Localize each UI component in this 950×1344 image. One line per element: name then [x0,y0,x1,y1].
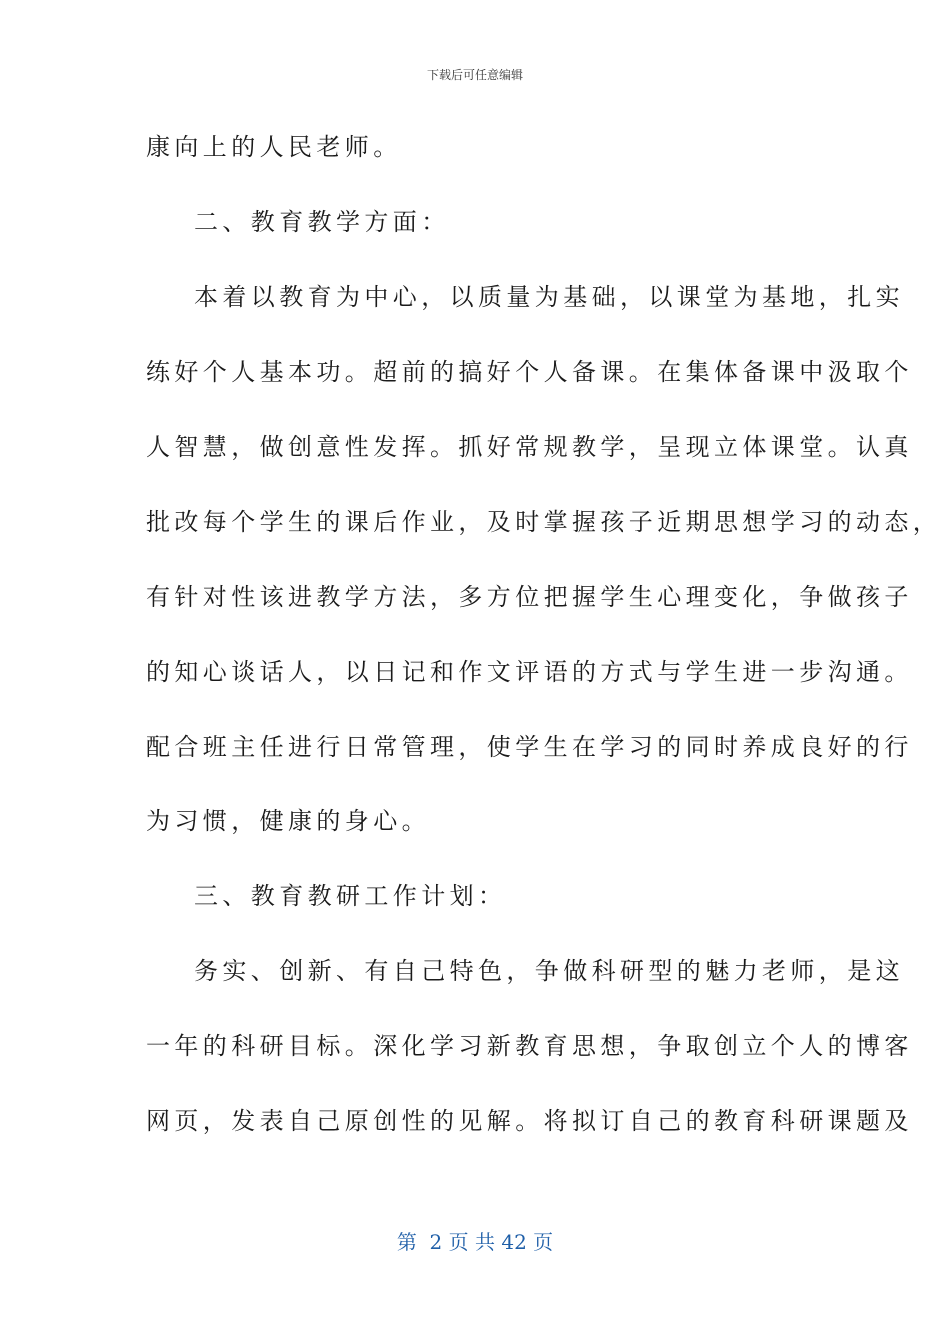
text-line: 一年的科研目标。深化学习新教育思想，争取创立个人的博客 [146,1032,913,1060]
header-note: 下载后可任意编辑 [426,68,523,82]
text-line: 练好个人基本功。超前的搞好个人备课。在集体备课中汲取个 [146,358,913,386]
page-number: 第 2 页 共 42 页 [396,1230,554,1254]
text-line: 有针对性该进教学方法，多方位把握学生心理变化，争做孩子 [146,583,913,611]
text-line: 务实、创新、有自己特色，争做科研型的魅力老师，是这 [194,957,904,985]
text-line: 的知心谈话人，以日记和作文评语的方式与学生进一步沟通。 [146,658,913,686]
text-line: 本着以教育为中心，以质量为基础，以课堂为基地，扎实 [194,283,904,311]
text-line: 康向上的人民老师。 [146,133,402,161]
text-line: 网页，发表自己原创性的见解。将拟订自己的教育科研课题及 [146,1107,913,1135]
text-line: 配合班主任进行日常管理，使学生在学习的同时养成良好的行 [146,733,913,761]
text-line: 批改每个学生的课后作业，及时掌握孩子近期思想学习的动态， [146,508,942,536]
text-line: 人智慧，做创意性发挥。抓好常规教学，呈现立体课堂。认真 [146,433,913,461]
text-line: 为习惯，健康的身心。 [146,807,430,835]
section-heading: 二、教育教学方面： [194,208,450,236]
section-heading: 三、教育教研工作计划： [194,882,507,910]
